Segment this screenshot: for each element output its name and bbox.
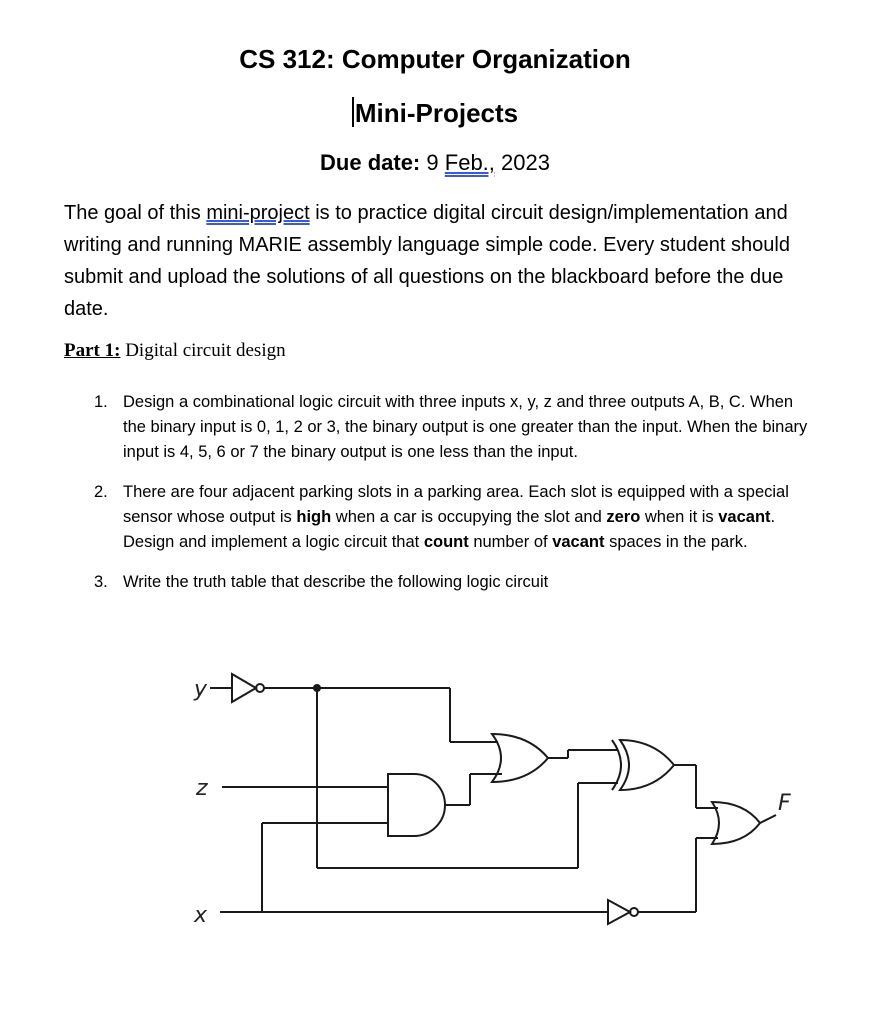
part1-heading [64,340,286,362]
question-text: when it is [640,508,719,526]
question-2 [94,480,814,555]
course-title: CS 312: Computer Organization [239,44,631,74]
part1-label: Part 1: [64,340,121,361]
bold-term: vacant [718,508,771,526]
text-cursor [352,97,354,127]
due-day: 9 [426,150,439,175]
due-year: 2023 [501,150,550,175]
input-label-z: z [196,776,208,801]
subtitle-text: Mini-Projects [354,98,519,128]
question-text: spaces in the park. [604,533,748,551]
question-text: . Design and implement a logic circuit that [123,508,776,551]
question-text: number of [468,533,553,551]
intro-text-start: The goal of this [64,202,207,224]
question-list [94,390,814,610]
bold-term: high [296,508,332,526]
junction-dot [313,684,321,692]
wire-f-out [760,815,776,823]
not-gate-y [232,674,256,702]
question-text: Write the truth table that describe the following logic circuit [123,573,549,591]
due-date [0,150,870,176]
bold-term: count [423,533,469,551]
not-gate-x [608,900,630,924]
question-3 [94,570,814,595]
question-text: when a car is occupying the slot and [331,508,607,526]
input-label-y: y [194,677,208,702]
question-number: 2. [94,483,108,501]
logic-circuit-diagram [170,650,810,950]
intro-flagged-word: mini-project [206,202,310,224]
input-label-x: x [194,903,208,928]
and-gate [388,774,445,836]
due-label: Due date: [320,150,421,175]
intro-text-end: is to practice digital circuit design/implementation and writing and running MARIE assembly language simple code. Every student should submit and upload the solutions of all questions on the blackboard before the due date. [64,202,790,320]
bold-term: zero [606,508,641,526]
question-text: Design a combinational logic circuit with three inputs x, y, z and three outputs A, B, C. When the binary input is 0, 1, 2 or 3, the binary output is one greater than the input. When the binary input is 4, 5, 6 or 7 the binary output is one less than the input. [123,393,808,461]
or-gate-final [712,802,760,844]
question-number: 1. [94,393,108,411]
page-subtitle [0,97,870,129]
part1-title: Digital circuit design [125,340,286,361]
output-label-f: F [778,791,791,816]
intro-paragraph [64,197,824,325]
question-1 [94,390,814,465]
bold-term: vacant [552,533,605,551]
xor-gate [620,740,674,790]
due-month: Feb., [444,150,495,175]
question-text: There are four adjacent parking slots in a parking area. Each slot is equipped with a special sensor whose output is [123,483,789,526]
question-number: 3. [94,573,108,591]
